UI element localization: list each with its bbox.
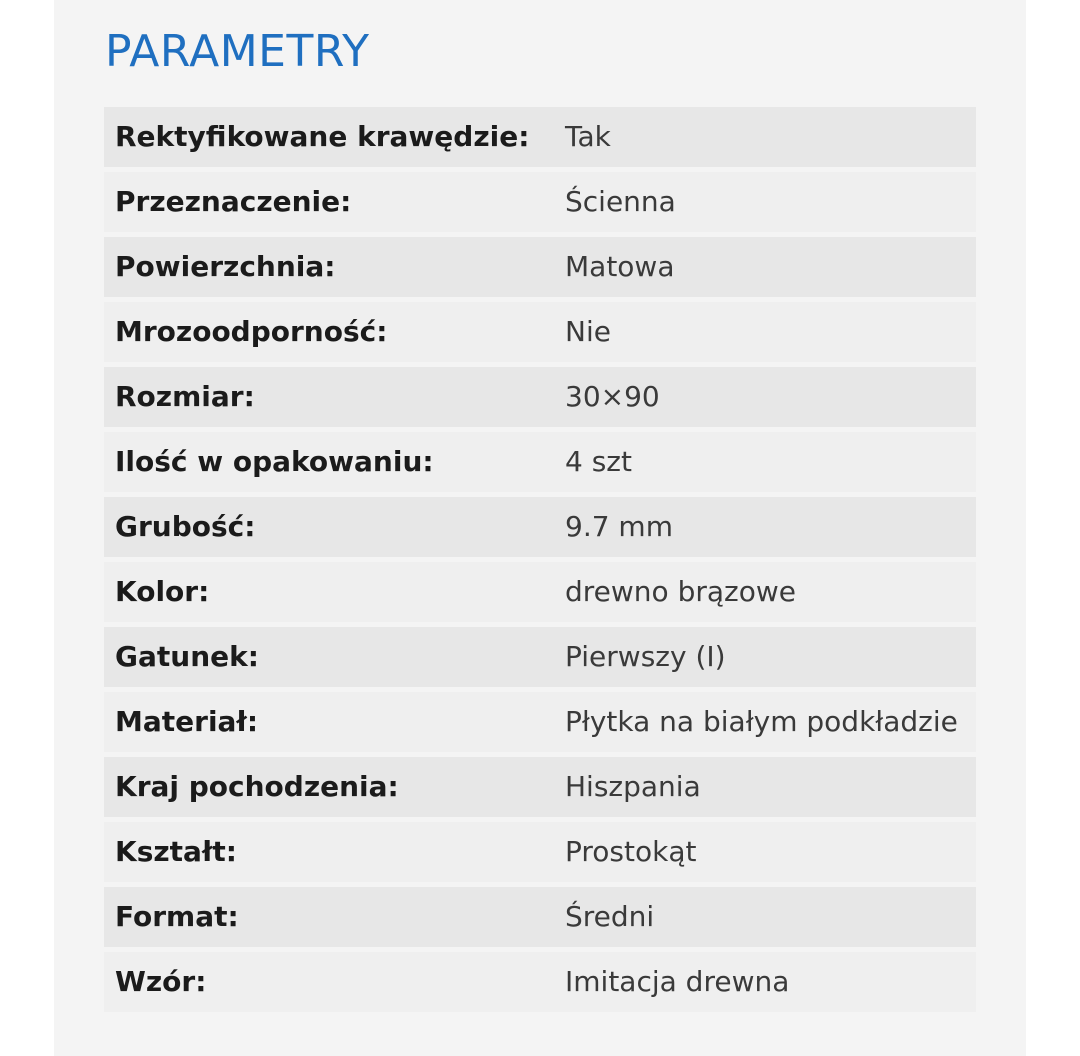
parameter-row-color [104, 562, 976, 622]
parameter-value: 4 szt [565, 445, 632, 478]
parameter-value: 9.7 mm [565, 510, 673, 543]
parameter-row-size [104, 367, 976, 427]
parameter-value: Ścienna [565, 185, 676, 218]
parameter-label: Format: [115, 900, 239, 933]
parameter-value: Średni [565, 900, 655, 933]
parameter-label: Materiał: [115, 705, 259, 738]
parameter-value: Hiszpania [565, 770, 701, 803]
parameter-label: Kształt: [115, 835, 237, 868]
parameter-label: Rektyfikowane krawędzie: [115, 120, 530, 153]
parameter-row-grade [104, 627, 976, 687]
parameter-row-surface [104, 237, 976, 297]
parameter-label: Gatunek: [115, 640, 259, 673]
parameter-value: Tak [565, 120, 611, 153]
parameter-row-country-of-origin [104, 757, 976, 817]
parameter-row-pattern [104, 952, 976, 1012]
parameter-label: Powierzchnia: [115, 250, 336, 283]
parameter-label: Przeznaczenie: [115, 185, 352, 218]
parameter-row-rectified-edges [104, 107, 976, 167]
parameters-table [104, 107, 976, 1017]
parameter-row-material [104, 692, 976, 752]
parameter-label: Kolor: [115, 575, 210, 608]
parameter-value: Prostokąt [565, 835, 697, 868]
parameter-value: Płytka na białym podkładzie [565, 705, 958, 738]
parameter-row-package-quantity [104, 432, 976, 492]
parameter-row-shape [104, 822, 976, 882]
parameter-value: drewno brązowe [565, 575, 796, 608]
parameter-row-format [104, 887, 976, 947]
parameter-label: Kraj pochodzenia: [115, 770, 399, 803]
parameter-value: Pierwszy (I) [565, 640, 726, 673]
parameter-value: 30×90 [565, 380, 660, 413]
parameter-label: Ilość w opakowaniu: [115, 445, 434, 478]
parameter-row-purpose [104, 172, 976, 232]
parameter-row-thickness [104, 497, 976, 557]
parameter-label: Grubość: [115, 510, 256, 543]
parameter-label: Wzór: [115, 965, 207, 998]
parameter-label: Mrozoodporność: [115, 315, 388, 348]
parameter-value: Imitacja drewna [565, 965, 790, 998]
parameter-label: Rozmiar: [115, 380, 255, 413]
parameter-value: Matowa [565, 250, 675, 283]
section-title: PARAMETRY [105, 26, 370, 77]
parameter-value: Nie [565, 315, 611, 348]
parameter-row-frost-resistance [104, 302, 976, 362]
